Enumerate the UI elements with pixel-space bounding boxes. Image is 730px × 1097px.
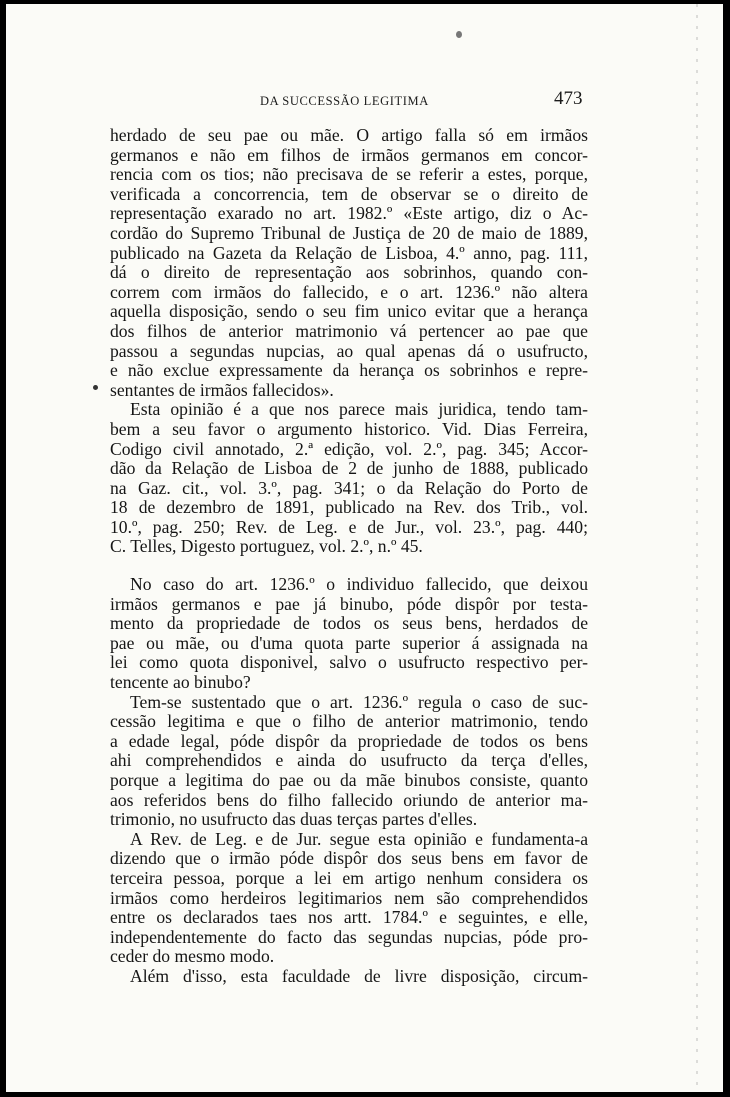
text-line: entre os declarados taes nos artt. 1784.º e seguintes, e elle, (110, 907, 588, 928)
text-line: mento da propriedade de todos os seus bens, herdados de (110, 613, 588, 634)
text-line: Codigo civil annotado, 2.ª edição, vol. 2.º, pag. 345; Accor- (110, 438, 588, 459)
text-line: aos referidos bens do filho fallecido oriundo de anterior ma- (110, 789, 588, 810)
body-text (110, 126, 588, 987)
text-line: dizendo que o irmão póde dispôr dos seus bens em favor de (110, 848, 588, 869)
text-line: herdado de seu pae ou mãe. O artigo falla só em irmãos (110, 125, 588, 145)
ink-dot (456, 31, 462, 38)
text-line: dos filhos de anterior matrimonio vá pertencer ao pae que (110, 320, 588, 341)
text-line: cordão do Supremo Tribunal de Justiça de 20 de maio de 1889, (110, 222, 588, 243)
text-line: aquella disposição, sendo o seu fim unico evitar que a herança (110, 301, 588, 322)
text-line: rencia com os tios; não precisava de se referir a estes, porque, (110, 164, 588, 185)
text-line: Esta opinião é a que nos parece mais juridica, tendo tam- (130, 399, 588, 420)
text-line: lei como quota disponivel, salvo o usufructo respectivo per- (110, 652, 588, 673)
margin-dot (93, 385, 98, 390)
text-line: cessão legitima e que o filho de anterior matrimonio, tendo (110, 711, 588, 732)
text-line: verificada a concorrencia, tem de observar se o direito de (110, 183, 588, 204)
text-line: pae ou mãe, ou d'uma quota parte superior á assignada na (110, 632, 588, 653)
page-number: 473 (554, 88, 583, 109)
text-line: publicado na Gazeta da Relação de Lisboa, 4.º anno, pag. 111, (110, 242, 588, 263)
text-line: ahi comprehendidos e ainda do usufructo da terça d'elles, (110, 750, 588, 771)
text-line: C. Telles, Digesto portuguez, vol. 2.º, n.º 45. (110, 536, 423, 557)
text-line: na Gaz. cit., vol. 3.º, pag. 341; o da Relação do Porto de (110, 477, 588, 498)
page-edge-speckle (696, 4, 698, 1092)
text-line: germanos e não em filhos de irmãos germanos em concor- (110, 144, 588, 165)
text-line: ceder do mesmo modo. (110, 946, 275, 967)
text-line: sentantes de irmãos fallecidos». (110, 379, 334, 400)
text-line: tencente ao binubo? (110, 672, 251, 693)
running-title: DA SUCCESSÃO LEGITIMA (260, 94, 429, 108)
book-page (6, 4, 723, 1092)
text-line: No caso do art. 1236.º o individuo fallecido, que deixou (130, 574, 588, 595)
text-line: dá o direito de representação aos sobrinhos, quando con- (110, 262, 588, 283)
text-line: porque a legitima do pae ou da mãe binubos consiste, quanto (110, 770, 588, 790)
text-line: bem a seu favor o argumento historico. Vid. Dias Ferreira, (110, 418, 588, 439)
text-line: terceira pessoa, porque a lei em artigo nenhum considera os (110, 867, 588, 888)
text-line: A Rev. de Leg. e de Jur. segue esta opinião e fundamenta-a (130, 828, 588, 849)
text-line: 10.º, pag. 250; Rev. de Leg. e de Jur., vol. 23.º, pag. 440; (110, 516, 588, 537)
text-line: dão da Relação de Lisboa de 2 de junho de 1888, publicado (110, 458, 588, 479)
text-line: passou a segundas nupcias, ao qual apenas dá o usufructo, (110, 340, 588, 361)
text-line: Tem-se sustentado que o art. 1236.º regula o caso de suc- (130, 691, 588, 712)
text-line: e não exclue expressamente da herança os sobrinhos e repre- (110, 360, 588, 381)
text-line: Além d'isso, esta faculdade de livre disposição, circum- (130, 965, 588, 986)
text-line: representação exarado no art. 1982.º «Este artigo, diz o Ac- (110, 203, 588, 224)
text-line: 18 de dezembro de 1891, publicado na Rev. dos Trib., vol. (110, 497, 588, 518)
text-line: a edade legal, póde dispôr da propriedade de todos os bens (110, 730, 588, 751)
running-header (6, 88, 723, 114)
paragraph-gap (110, 557, 588, 575)
text-line: correm com irmãos do fallecido, e o art. 1236.º não altera (110, 281, 588, 302)
text-line: trimonio, no usufructo das duas terças partes d'elles. (110, 809, 478, 830)
text-line: independentemente do facto das segundas nupcias, póde pro- (110, 926, 588, 947)
text-line: irmãos como herdeiros legitimarios nem são comprehendidos (110, 887, 588, 908)
text-line: irmãos germanos e pae já binubo, póde dispôr por testa- (110, 593, 588, 614)
